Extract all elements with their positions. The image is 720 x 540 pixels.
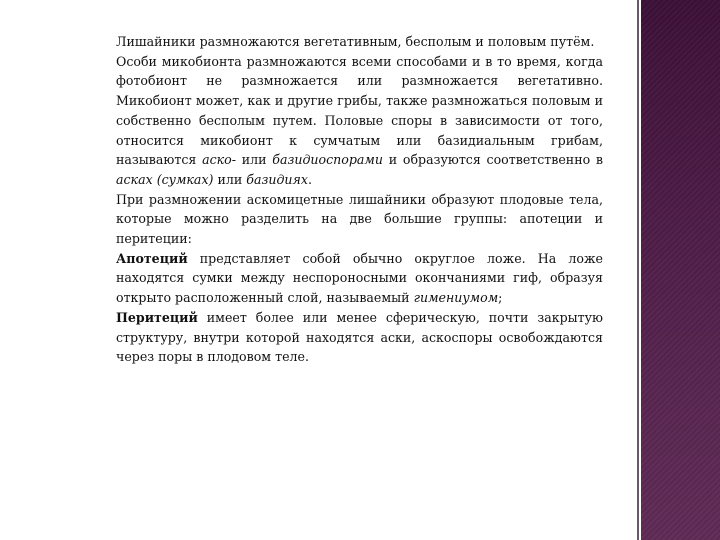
mycobiont-text-2: или bbox=[235, 152, 273, 168]
vertical-divider bbox=[637, 0, 639, 540]
paragraph-intro bbox=[116, 32, 603, 52]
apothecium-text-2: ; bbox=[498, 290, 503, 306]
mycobiont-text-4: или bbox=[213, 171, 247, 187]
intro-text: Лишайники размножаются вегетативным, бесполым и половым путём. bbox=[116, 34, 595, 49]
lichen-reproduction-text bbox=[116, 32, 603, 367]
paragraph-fruiting-bodies bbox=[116, 190, 603, 249]
term-apothecium: Апотеций bbox=[116, 250, 188, 266]
mycobiont-text-3: и образуются соответственно в bbox=[382, 152, 603, 168]
fruiting-bodies-text: При размножении аскомицетные лишайники образуют плодовые тела, которые можно разделить на две большие группы: апотеции и перитеции: bbox=[116, 191, 603, 247]
mycobiont-text-1: Особи микобионта размножаются всеми способами и в то время, когда фотобионт не размножается или размножается вегетативно. Микобионт может, как и другие грибы, также размножаться половым и собственно бесполым путем. Половые споры в зависимости от того, относится микобионт к сумчатым или базидиальным грибам, называются bbox=[116, 53, 603, 168]
term-perithecium: Перитеций bbox=[116, 309, 198, 325]
term-basidiospores: базидиоспорами bbox=[272, 152, 383, 168]
term-asci: асках (сумках) bbox=[116, 171, 214, 187]
perithecium-text: имеет более или менее сферическую, почти закрытую структуру, внутри которой находятся аски, аскоспоры освобождаются через поры в плодовом теле. bbox=[116, 309, 603, 365]
paragraph-mycobiont bbox=[116, 52, 603, 190]
apothecium-text-1: представляет собой обычно округлое ложе. На ложе находятся сумки между неспороносными окончаниями гиф, образуя открыто расположенный слой, называемый bbox=[116, 250, 603, 306]
term-asco: аско- bbox=[202, 152, 236, 168]
decorative-side-panel bbox=[641, 0, 720, 540]
paragraph-apothecium bbox=[116, 249, 603, 308]
term-hymenium: гимениумом bbox=[413, 290, 499, 306]
mycobiont-text-5: . bbox=[307, 171, 312, 187]
paragraph-perithecium bbox=[116, 308, 603, 367]
term-basidia: базидиях bbox=[246, 171, 308, 187]
